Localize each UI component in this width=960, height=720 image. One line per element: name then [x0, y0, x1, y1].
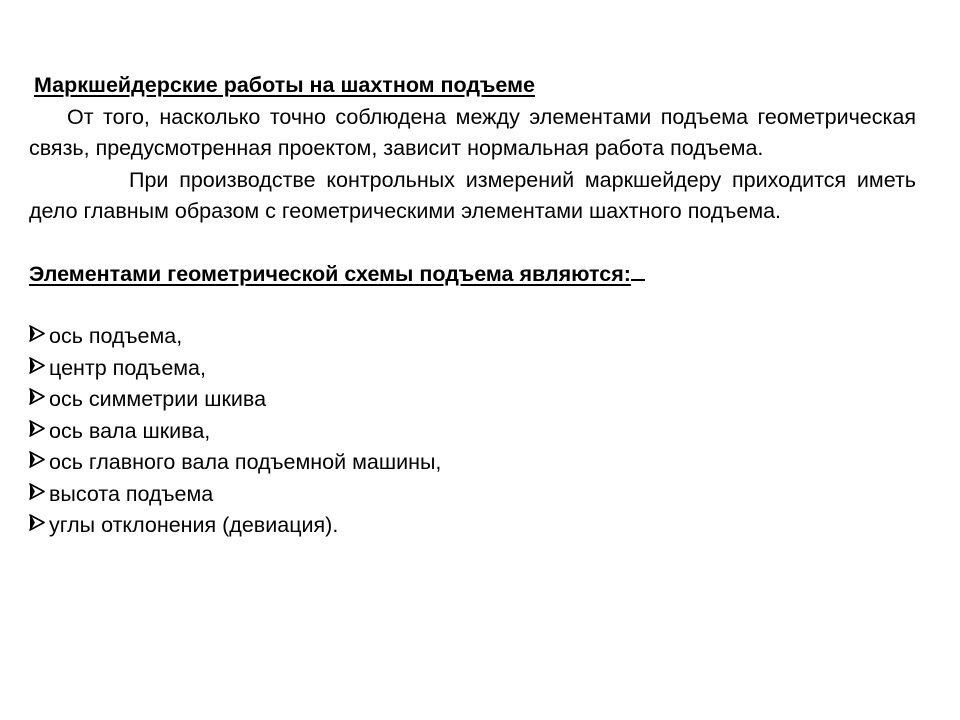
list-item: [29, 479, 916, 511]
arrowhead-bullet-icon: [29, 388, 49, 405]
arrowhead-bullet-icon: [29, 357, 49, 374]
arrowhead-bullet-icon: [29, 325, 49, 342]
page-title-text: Маркшейдерские работы на шахтном подъеме: [34, 73, 535, 97]
list-item-text: центр подъема,: [49, 355, 206, 380]
arrowhead-bullet-icon: [29, 420, 49, 437]
list-item: [29, 321, 916, 353]
arrowhead-bullet-icon: [29, 451, 49, 468]
page-title: [29, 70, 916, 102]
paragraph-2: При производстве контрольных измерений маркшейдеру приходится иметь дело главным образом с геометрическими элементами шахтного подъема.: [29, 167, 916, 223]
list-item-text: ось главного вала подъемной машины,: [49, 450, 442, 474]
list-item-text: высота подъема: [49, 481, 214, 506]
document-body: [29, 70, 916, 542]
list-item-text: ось симметрии шкива: [49, 387, 267, 411]
section-heading: [29, 259, 916, 291]
arrowhead-bullet-icon: [29, 514, 49, 531]
list-item: [29, 416, 916, 448]
list-item-text: ось подъема,: [49, 324, 183, 348]
list-item: [29, 510, 916, 542]
list-item: [29, 384, 916, 416]
heading-underline-tail: [631, 278, 645, 281]
section-heading-text: Элементами геометрической схемы подъема являются:: [29, 261, 631, 286]
list-item: [29, 447, 916, 479]
arrowhead-bullet-icon: [29, 483, 49, 500]
paragraph-1: От того, насколько точно соблюдена между элементами подъема геометрическая связь, предусмотренная проектом, зависит нормальная работа подъема.: [29, 104, 916, 160]
list-item-text: углы отклонения (девиация).: [49, 513, 339, 537]
elements-list: [29, 321, 916, 542]
list-item: [29, 353, 916, 385]
list-item-text: ось вала шкива,: [49, 418, 211, 443]
